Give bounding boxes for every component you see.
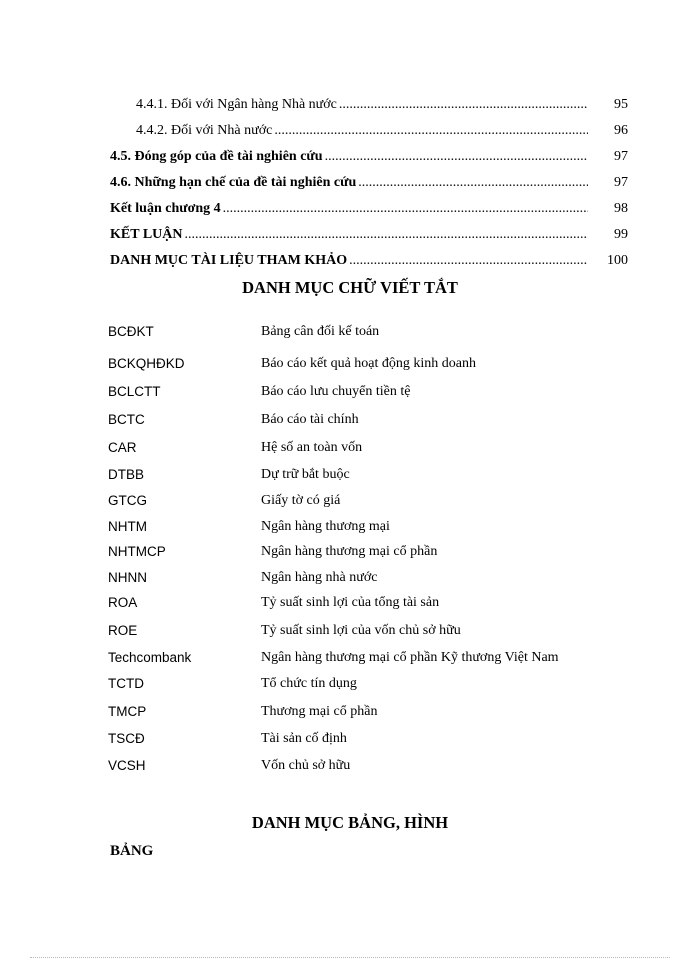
- abbreviation-code: BCKQHĐKD: [108, 356, 185, 371]
- toc-entry-text: 4.6. Những hạn chế của đề tài nghiên cứu: [110, 175, 357, 190]
- abbreviation-meaning: Tỷ suất sinh lợi của vốn chủ sở hữu: [261, 623, 461, 638]
- abbreviation-meaning: Ngân hàng thương mại: [261, 519, 390, 534]
- abbreviation-row: [108, 567, 628, 589]
- toc-leader-dots: [339, 96, 588, 114]
- abbreviations-title: DANH MỤC CHỮ VIẾT TẮT: [242, 278, 458, 297]
- tables-figures-title: DANH MỤC BẢNG, HÌNH: [251, 813, 449, 832]
- abbreviation-code: BCTC: [108, 412, 145, 427]
- abbreviation-meaning: Giấy tờ có giá: [261, 493, 341, 508]
- toc-entry-text: DANH MỤC TÀI LIỆU THAM KHẢO: [110, 253, 348, 268]
- tables-heading: BẢNG: [110, 843, 154, 859]
- abbreviation-meaning: Tỷ suất sinh lợi của tổng tài sản: [261, 595, 440, 610]
- abbreviation-meaning: Vốn chủ sở hữu: [261, 758, 351, 773]
- toc-entry-text: Kết luận chương 4: [110, 201, 221, 216]
- abbreviation-meaning: Tài sản cố định: [261, 731, 347, 746]
- toc-entry-text: 4.4.2. Đối với Nhà nước: [136, 123, 273, 138]
- abbreviation-code: DTBB: [108, 467, 145, 482]
- toc-row: [110, 174, 628, 192]
- abbreviation-row: [108, 673, 628, 695]
- abbreviation-meaning: Thương mại cổ phần: [261, 704, 378, 719]
- abbreviation-meaning: Báo cáo lưu chuyển tiền tệ: [261, 384, 411, 399]
- abbreviation-row: [108, 755, 628, 777]
- abbreviation-code: BCĐKT: [108, 324, 154, 339]
- abbreviation-code: BCLCTT: [108, 384, 161, 399]
- abbreviation-row: [108, 516, 628, 538]
- abbreviation-row: [108, 728, 628, 750]
- abbreviation-row: [108, 620, 628, 642]
- abbreviation-code: ROA: [108, 595, 138, 610]
- abbreviation-code: ROE: [108, 623, 138, 638]
- abbreviation-code: TMCP: [108, 704, 147, 719]
- abbreviation-code: NHNN: [108, 570, 147, 585]
- toc-row: [110, 200, 628, 218]
- toc-entry-text: KẾT LUẬN: [110, 227, 183, 242]
- abbreviation-meaning: Báo cáo kết quả hoạt động kinh doanh: [261, 356, 477, 371]
- abbreviation-row: [108, 381, 628, 403]
- abbreviation-code: CAR: [108, 440, 137, 455]
- abbreviation-meaning: Ngân hàng nhà nước: [261, 570, 378, 585]
- abbreviation-row: [108, 437, 628, 459]
- toc-leader-dots: [184, 226, 588, 244]
- abbreviation-code: NHTM: [108, 519, 147, 534]
- abbreviation-code: VCSH: [108, 758, 146, 773]
- abbreviation-row: [108, 647, 628, 669]
- toc-leader-dots: [358, 174, 588, 192]
- abbreviation-row: [108, 592, 628, 614]
- toc-entry-text: 4.4.1. Đối với Ngân hàng Nhà nước: [136, 97, 337, 112]
- abbreviation-row: [108, 701, 628, 723]
- abbreviation-meaning: Dự trữ bắt buộc: [261, 467, 350, 482]
- abbreviation-row: [108, 464, 628, 486]
- toc-page-number: 96: [614, 123, 628, 138]
- toc-entry-text: 4.5. Đóng góp của đề tài nghiên cứu: [110, 149, 323, 164]
- abbreviation-row: [108, 321, 628, 343]
- toc-row: [110, 148, 628, 166]
- abbreviation-code: Techcombank: [108, 650, 192, 665]
- abbreviation-row: [108, 490, 628, 512]
- toc-leader-dots: [325, 148, 588, 166]
- page-bottom-divider: [30, 957, 670, 958]
- abbreviation-row: [108, 409, 628, 431]
- toc-page-number: 98: [614, 201, 628, 216]
- toc-row: [136, 96, 628, 114]
- toc-leader-dots: [349, 252, 588, 270]
- abbreviation-meaning: Ngân hàng thương mại cổ phần: [261, 544, 438, 559]
- toc-page-number: 99: [614, 227, 628, 242]
- abbreviation-code: TSCĐ: [108, 731, 145, 746]
- abbreviation-meaning: Bảng cân đối kế toán: [261, 324, 380, 339]
- abbreviation-row: [108, 541, 628, 563]
- abbreviation-code: NHTMCP: [108, 544, 166, 559]
- abbreviation-meaning: Tổ chức tín dụng: [261, 676, 357, 691]
- abbreviation-meaning: Hệ số an toàn vốn: [261, 440, 363, 455]
- toc-leader-dots: [274, 122, 588, 140]
- abbreviation-row: [108, 353, 628, 375]
- toc-page-number: 95: [614, 97, 628, 112]
- abbreviation-meaning: Báo cáo tài chính: [261, 412, 359, 427]
- toc-leader-dots: [223, 200, 588, 218]
- toc-row: [110, 226, 628, 244]
- toc-page-number: 100: [607, 253, 628, 268]
- toc-page-number: 97: [614, 175, 628, 190]
- abbreviation-code: GTCG: [108, 493, 147, 508]
- abbreviation-meaning: Ngân hàng thương mại cổ phần Kỹ thương Việt Nam: [261, 650, 559, 665]
- toc-row: [136, 122, 628, 140]
- abbreviation-code: TCTD: [108, 676, 144, 691]
- toc-page-number: 97: [614, 149, 628, 164]
- toc-row: [110, 252, 628, 270]
